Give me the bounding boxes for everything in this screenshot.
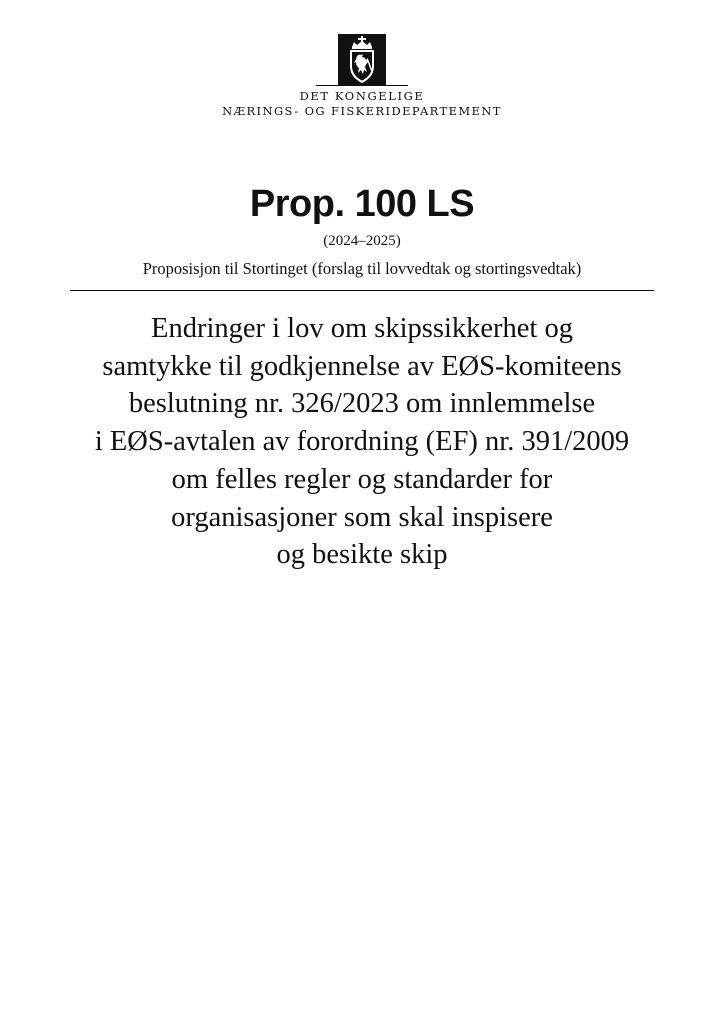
ministry-divider — [316, 85, 408, 86]
ministry-name-line1: DET KONGELIGE — [299, 89, 425, 103]
title-line: og besikte skip — [276, 539, 448, 571]
title-line: beslutning nr. 326/2023 om innlemmelse — [128, 388, 596, 420]
document-title — [40, 310, 684, 574]
title-divider — [70, 290, 654, 291]
title-line: samtykke til godkjennelse av EØS-komiteens — [102, 350, 622, 382]
ministry-name-line2: NÆRINGS- OG FISKERIDEPARTEMENT — [222, 104, 502, 118]
proposition-number: Prop. 100 LS — [249, 183, 475, 225]
parliamentary-session: (2024–2025) — [323, 233, 401, 249]
title-line: Endringer i lov om skipssikkerhet og — [151, 313, 573, 344]
title-line: om felles regler og standarder for — [171, 463, 553, 495]
title-line: organisasjoner som skal inspisere — [171, 501, 553, 533]
title-line: i EØS-avtalen av forordning (EF) nr. 391/2009 — [94, 426, 630, 458]
proposition-type: Proposisjon til Stortinget (forslag til lovvedtak og stortingsvedtak) — [142, 259, 582, 278]
norwegian-coat-of-arms-icon — [338, 34, 386, 86]
